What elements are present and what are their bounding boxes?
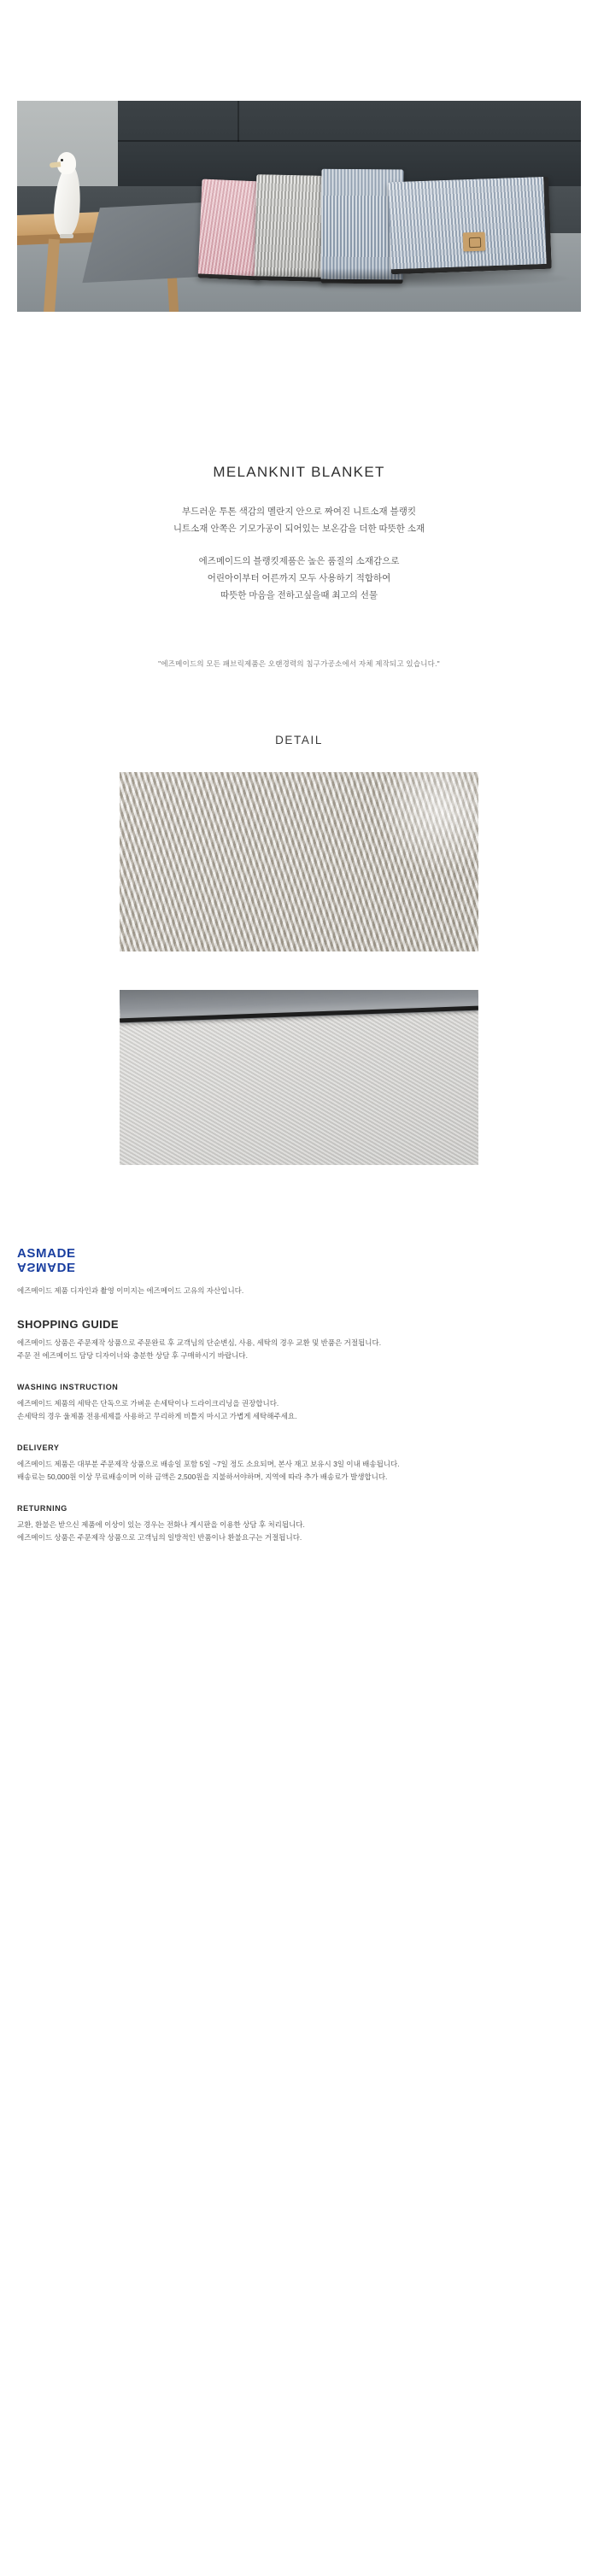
returning-text (17, 1519, 581, 1544)
description-line: 니트소재 안쪽은 기모가공이 되어있는 보온감을 더한 따뜻한 소재 (173, 524, 425, 534)
bird-figurine-eye (61, 159, 63, 161)
product-intro (0, 464, 598, 604)
logo-text-top: ASMADE (17, 1246, 76, 1261)
guide-line: 에즈메이드 제품은 대부분 주문제작 상품으로 배송일 포함 5일 ~7일 정도 소요되며, 본사 재고 보유시 3일 이내 배송됩니다. (17, 1460, 400, 1468)
product-description (0, 503, 598, 604)
section-title-delivery: DELIVERY (17, 1443, 60, 1452)
section-title-shopping-guide: SHOPPING GUIDE (17, 1318, 120, 1331)
washing-text (17, 1397, 581, 1423)
description-line: 따뜻한 마음을 전하고싶을때 최고의 선물 (220, 590, 378, 600)
brand-logo (17, 1247, 581, 1275)
logo-note: 에즈메이드 제품 디자인과 촬영 이미지는 에즈메이드 고유의 자산입니다. (17, 1286, 244, 1295)
detail-heading: DETAIL (275, 734, 323, 746)
guide-line: 손세탁의 경우 울제품 전용세제를 사용하고 무리하게 비틀지 마시고 가볍게 세탁해주세요. (17, 1412, 297, 1420)
highlight-overlay (376, 772, 478, 875)
shopping-guide-text (17, 1337, 581, 1362)
page-title: MELANKNIT BLANKET (213, 464, 385, 480)
description-line: 부드러운 투톤 색감의 멜란지 안으로 짜여진 니트소재 블랭킷 (182, 506, 416, 517)
section-title-washing: WASHING INSTRUCTION (17, 1383, 119, 1391)
blanket-unfolded (388, 177, 552, 274)
shopping-guide-section (17, 1247, 581, 1561)
guide-line: 에즈메이드 상품은 주문제작 상품으로 고객님의 일방적인 반품이나 환불요구는 거절됩니다. (17, 1533, 302, 1542)
delivery-text (17, 1458, 581, 1484)
guide-line: 에즈메이드 제품의 세탁은 단독으로 가벼운 손세탁이나 드라이크리닝을 권장합니다. (17, 1399, 279, 1408)
drop-shadow (185, 268, 569, 289)
guide-line: 주문 전 에즈메이드 담당 디자이너와 충분한 상담 후 구매하시기 바랍니다. (17, 1351, 248, 1360)
hero-section (0, 0, 598, 312)
guide-line: 교환, 환불은 받으신 제품에 이상이 있는 경우는 전화나 게시판을 이용한 상담 후 처리됩니다. (17, 1520, 305, 1529)
hero-image (17, 101, 581, 312)
detail-image-fleece-piping (120, 990, 478, 1165)
description-line: 어린아이부터 어른까지 모두 사용하기 적합하여 (207, 573, 391, 583)
description-line: 에즈메이드의 블랭킷제품은 높은 품질의 소재감으로 (198, 556, 400, 566)
sofa-seam-vertical (237, 101, 239, 142)
bird-figurine-stand (60, 234, 73, 238)
detail-image-knit-texture (120, 772, 478, 951)
leather-tag-icon (463, 232, 486, 252)
logo-text-mirrored: ASMADE (17, 1260, 76, 1274)
guide-line: 에즈메이드 상품은 주문제작 상품으로 주문완료 후 교객님의 단순변심, 사용, 세탁의 경우 교환 및 반품은 거절됩니다. (17, 1338, 382, 1347)
section-title-returning: RETURNING (17, 1504, 67, 1513)
blanket-grey (255, 174, 331, 282)
spacer (0, 537, 598, 553)
guide-line: 배송료는 50,000원 이상 무료배송이며 이하 금액은 2,500원을 지불하셔야하며, 지역에 따라 추가 배송료가 발생합니다. (17, 1472, 388, 1481)
brand-quote: "에즈메이드의 모든 패브릭제품은 오랜경력의 침구가공소에서 자체 제작되고 있습니다." (158, 659, 440, 668)
